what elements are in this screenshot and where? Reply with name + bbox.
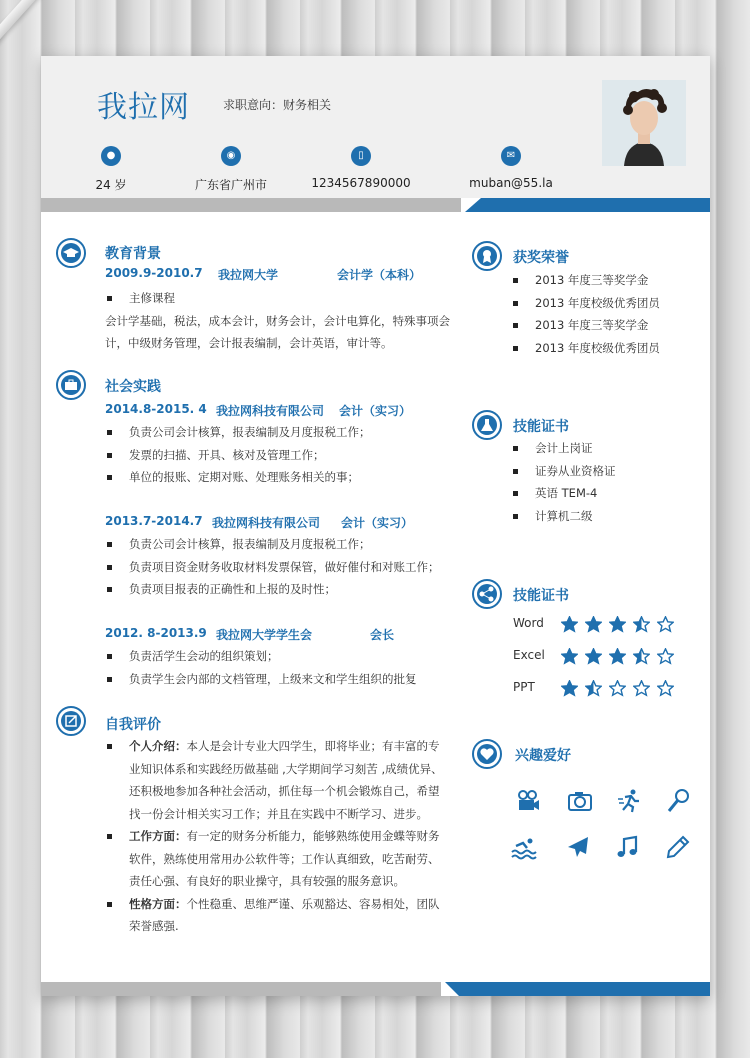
job-2-date: 2013.7-2014.7: [105, 514, 203, 528]
job-1-role: 会计（实习）: [339, 404, 412, 418]
hobbies-title: 兴趣爱好: [515, 748, 571, 764]
skills-title: 技能证书: [513, 588, 569, 604]
star-full-icon: [609, 616, 626, 633]
airplane-icon: [565, 834, 591, 860]
education-date: 2009.9-2010.7: [105, 266, 203, 280]
self-items: [105, 735, 450, 938]
resume-page: [41, 56, 710, 996]
list-item: 负责公司会计核算，报表编制及月度报税工作；: [105, 533, 465, 556]
heart-icon: [472, 739, 502, 769]
camera-icon: [567, 788, 593, 814]
skill-name: Excel: [513, 648, 545, 662]
list-item: 计算机二级: [511, 505, 701, 528]
contact-phone: ▯ 1234567890000: [311, 146, 411, 190]
running-icon: [617, 788, 643, 814]
job-1-date: 2014.8-2015. 4: [105, 402, 207, 416]
star-empty-icon: [657, 680, 674, 697]
education-school: 我拉网大学: [218, 268, 279, 282]
star-full-icon: [561, 680, 578, 697]
user-icon: ●: [101, 146, 121, 166]
job-3-items: [105, 645, 465, 690]
list-item: 2013 年度三等奖学金: [511, 269, 701, 292]
star-empty-icon: [657, 648, 674, 665]
graduation-cap-icon: [56, 238, 86, 268]
star-full-icon: [609, 648, 626, 665]
list-item: 负责活学生会动的组织策划；: [105, 645, 465, 668]
flask-icon: [472, 410, 502, 440]
list-item: 会计上岗证: [511, 437, 701, 460]
candidate-name: 我拉网: [97, 90, 190, 125]
award-icon: [472, 241, 502, 271]
practice-title: 社会实践: [105, 379, 161, 395]
list-item: 个人介绍：本人是会计专业大四学生，即将毕业；有丰富的专业知识体系和实践经历做基础 ,大学期间学习刻苦 ,成绩优异、还积极地参加各种社会活动，抓住每一个机会锻炼自己，希望找一份会计相关实习工作；并且在实践中不断学习、进步。: [105, 735, 450, 825]
phone-icon: ▯: [351, 146, 371, 166]
self-title: 自我评价: [105, 717, 161, 733]
list-item: 2013 年度三等奖学金: [511, 314, 701, 337]
star-empty-icon: [633, 680, 650, 697]
list-item: 英语 TEM-4: [511, 482, 701, 505]
list-item: 负责学生会内部的文档管理，上级来文和学生组织的批复: [105, 668, 465, 691]
course-label: 主修课程: [105, 287, 450, 310]
share-icon: [472, 579, 502, 609]
education-major: 会计学（本科）: [337, 268, 422, 282]
star-full-icon: [585, 648, 602, 665]
job-1-items: [105, 421, 455, 489]
list-item: 负责项目报表的正确性和上报的及时性；: [105, 578, 465, 601]
job-3-org: 我拉网大学学生会: [216, 628, 313, 642]
course-text: 会计学基础，税法，成本会计，财务会计，会计电算化，特殊事项会计，中级财务管理，会计报表编制，会计英语，审计等。: [105, 313, 450, 350]
certs-title: 技能证书: [513, 419, 569, 435]
music-note-icon: [615, 834, 641, 860]
education-title: 教育背景: [105, 246, 161, 262]
job-3-date: 2012. 8-2013.9: [105, 626, 207, 640]
star-full-icon: [561, 616, 578, 633]
camera-movie-icon: [515, 788, 541, 814]
star-full-icon: [561, 648, 578, 665]
list-item: 负责公司会计核算，报表编制及月度报税工作；: [105, 421, 455, 444]
list-item: 工作方面：有一定的财务分析能力，能够熟练使用金蝶等财务软件，熟练使用常用办公软件等；工作认真细致，吃苦耐劳、责任心强、有良好的职业操守，具有较强的服务意识。: [105, 825, 450, 893]
edit-icon: [56, 706, 86, 736]
skill-name: Word: [513, 616, 544, 630]
list-item: 证券从业资格证: [511, 460, 701, 483]
mail-icon: ✉: [501, 146, 521, 166]
star-half-icon: [633, 648, 650, 665]
footer-band: [41, 982, 710, 996]
skill-stars: [561, 680, 681, 701]
contact-location: ◉ 广东省广州市: [181, 146, 281, 193]
list-item: 2013 年度校级优秀团员: [511, 337, 701, 360]
list-item: 单位的报账、定期对账、处理账务相关的事；: [105, 466, 455, 489]
awards-title: 获奖荣誉: [513, 250, 569, 266]
briefcase-icon: [56, 370, 86, 400]
location-icon: ◉: [221, 146, 241, 166]
star-empty-icon: [609, 680, 626, 697]
job-3-role: 会长: [370, 628, 395, 642]
education-details: [105, 287, 450, 355]
star-half-icon: [633, 616, 650, 633]
list-item: 2013 年度校级优秀团员: [511, 292, 701, 315]
microphone-icon: [665, 788, 691, 814]
swimming-icon: [511, 834, 537, 860]
job-2-role: 会计（实习）: [341, 516, 414, 530]
header-band: [41, 198, 710, 212]
profile-photo: [602, 80, 686, 166]
list-item: 发票的扫描、开具、核对及管理工作；: [105, 444, 455, 467]
star-half-icon: [585, 680, 602, 697]
job-2-org: 我拉网科技有限公司: [212, 516, 321, 530]
list-item: 性格方面：个性稳重、思维严谨、乐观豁达、容易相处，团队荣誉感强.: [105, 893, 450, 938]
contact-email: ✉ muban@55.la: [461, 146, 561, 190]
star-full-icon: [585, 616, 602, 633]
job-1-org: 我拉网科技有限公司: [216, 404, 325, 418]
list-item: 负责项目资金财务收取材料发票保管，做好催付和对账工作；: [105, 556, 465, 579]
skill-name: PPT: [513, 680, 535, 694]
awards-list: [511, 269, 701, 359]
skill-stars: [561, 616, 681, 637]
star-empty-icon: [657, 616, 674, 633]
certs-list: [511, 437, 701, 527]
pencil-icon: [665, 834, 691, 860]
job-intent: 求职意向：财务相关: [223, 98, 332, 112]
skill-stars: [561, 648, 681, 669]
header: [41, 56, 710, 198]
contact-age: ● 24 岁: [86, 146, 136, 193]
job-2-items: [105, 533, 465, 601]
